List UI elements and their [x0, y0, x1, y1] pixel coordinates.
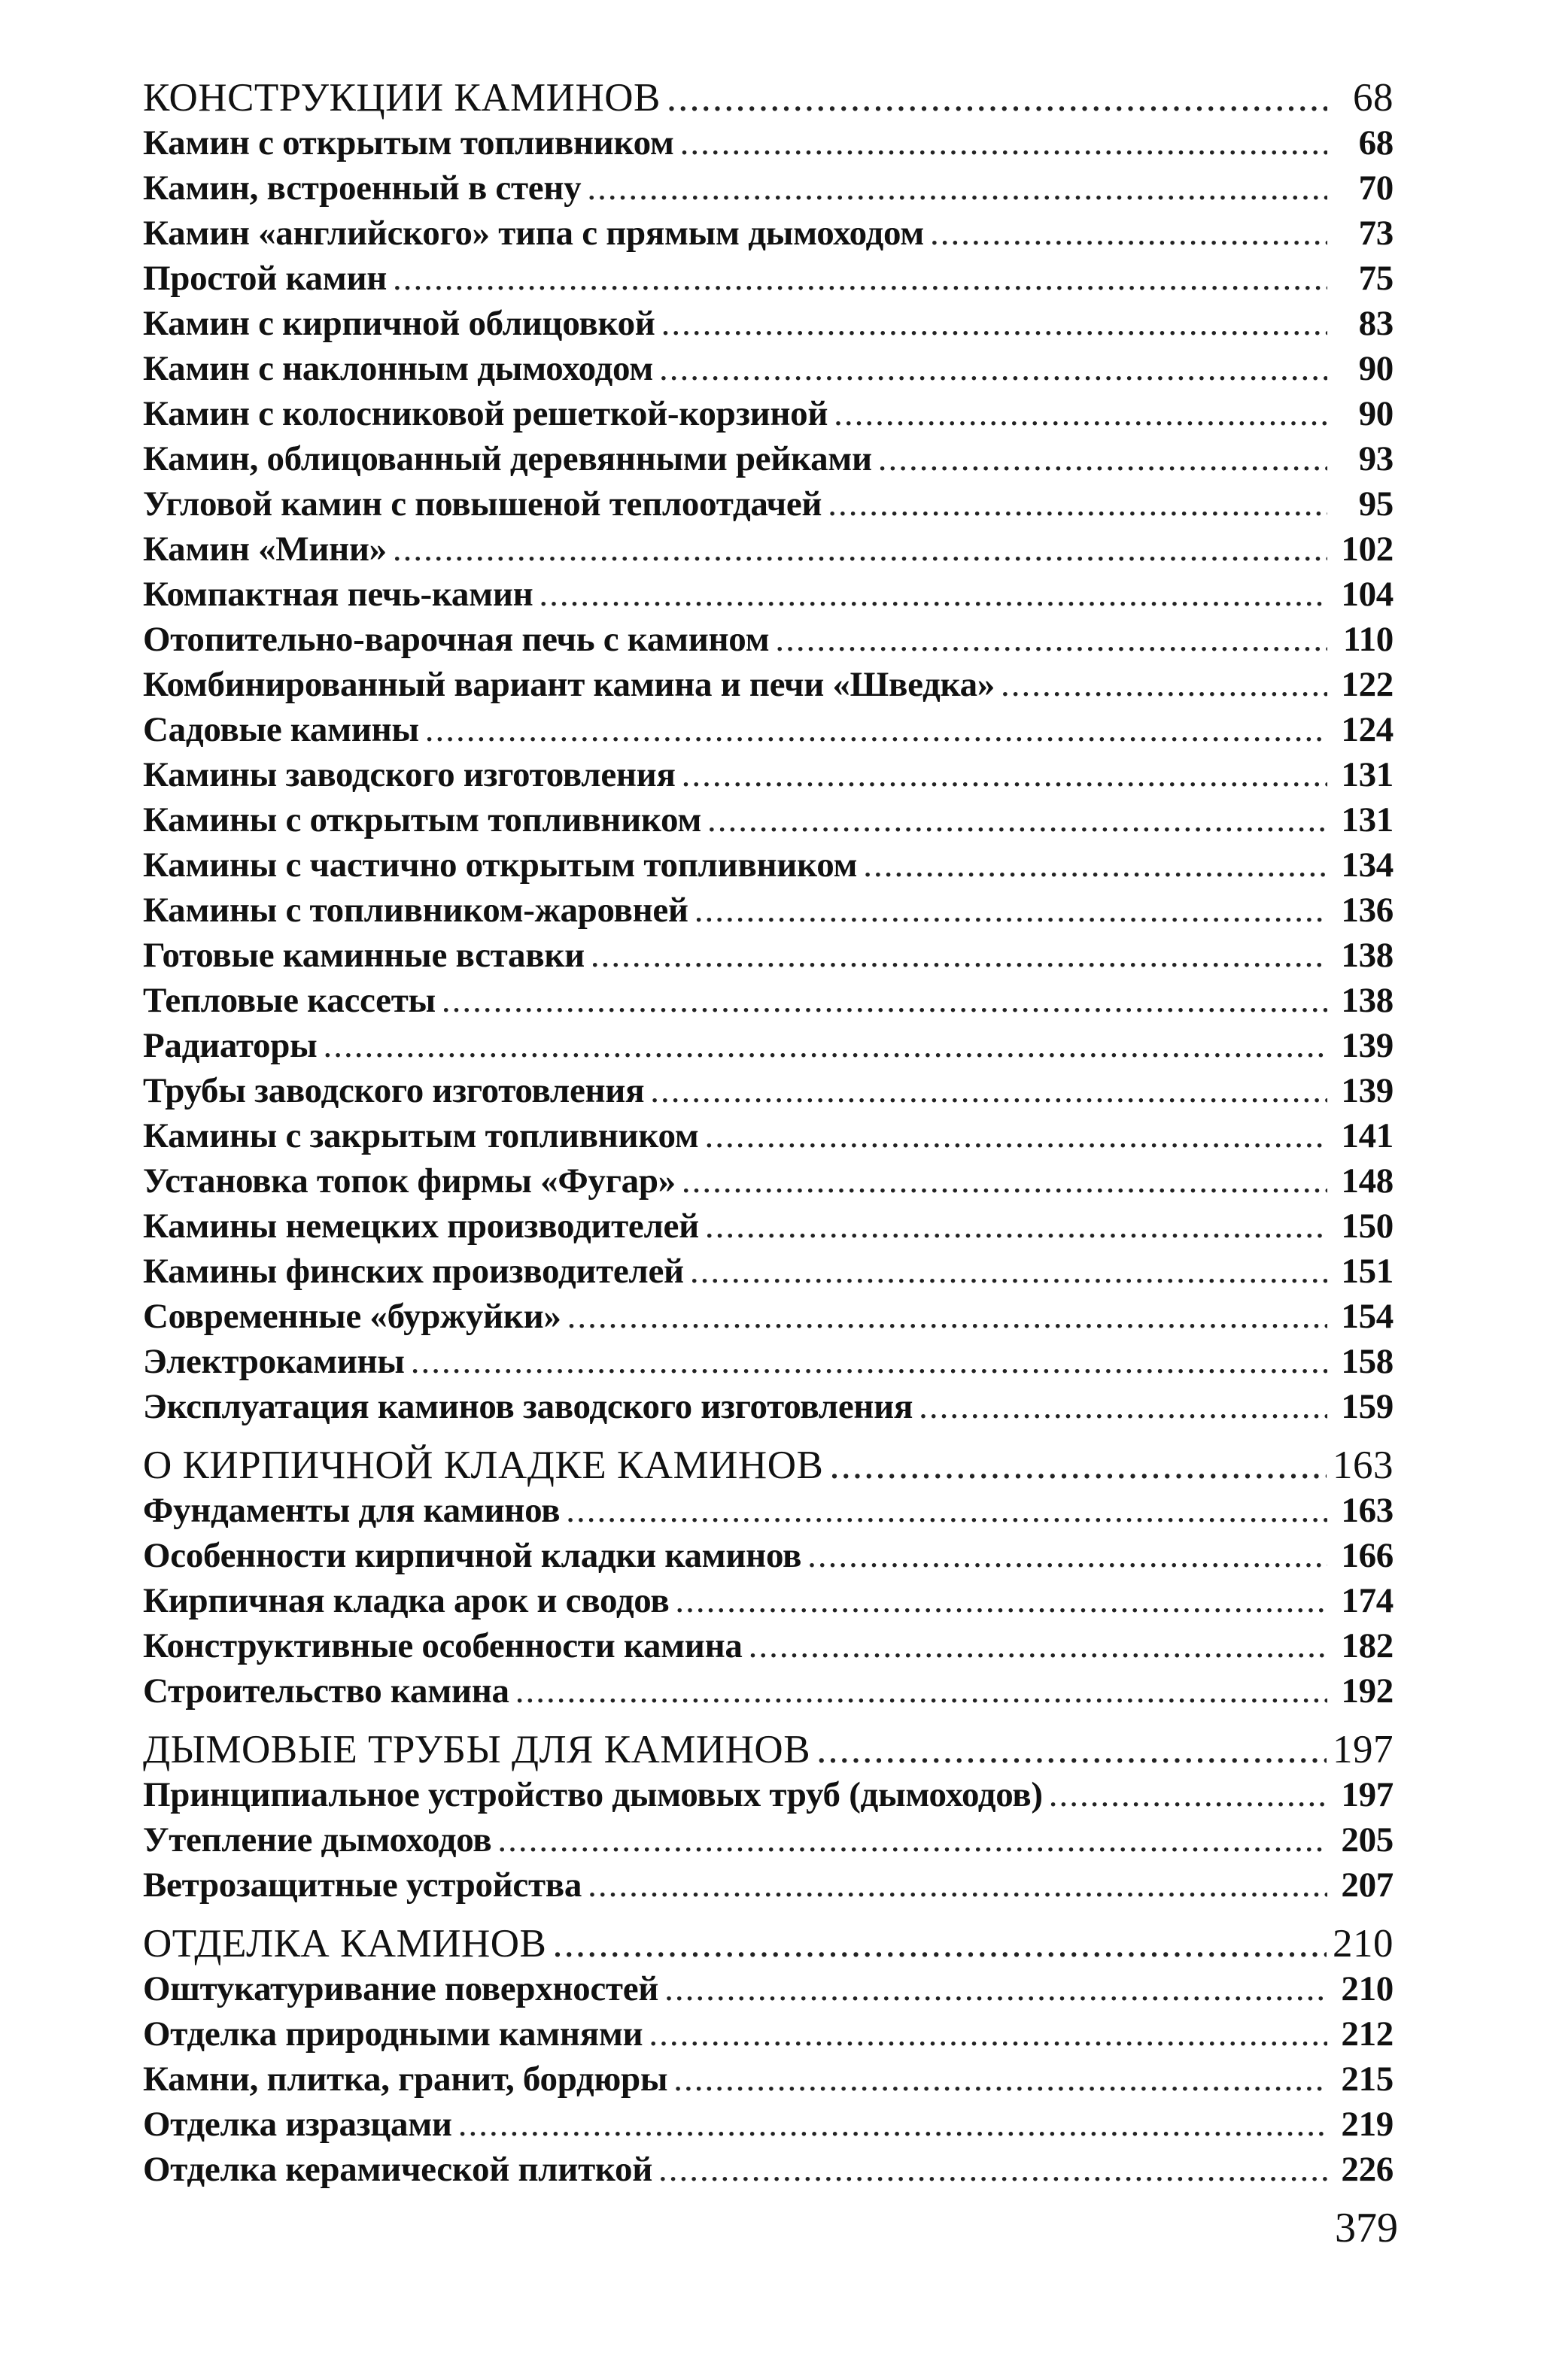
dot-leader — [829, 1443, 1327, 1488]
toc-entry — [143, 391, 1394, 436]
dot-leader — [425, 707, 1327, 752]
toc-entry — [143, 1578, 1394, 1623]
toc-entry-page: 134 — [1341, 845, 1394, 885]
toc-entry-title: Отделка природными камнями — [143, 2014, 643, 2054]
toc-entry-title: Кирпичная кладка арок и сводов — [143, 1581, 670, 1620]
toc-entry-page: 75 — [1358, 259, 1394, 298]
toc-entry — [143, 1249, 1394, 1294]
toc-entry-title: Отделка керамической плиткой — [143, 2150, 653, 2189]
dot-leader — [566, 1488, 1327, 1533]
toc-entry-title: Камин, облицованный деревянными рейками — [143, 439, 872, 478]
toc-entry-title: Камин «английского» типа с прямым дымоходом — [143, 214, 924, 253]
toc-entry-page: 166 — [1341, 1536, 1394, 1575]
toc-entry-page: 68 — [1358, 123, 1394, 162]
toc-entry-title: Камины с топливником-жаровней — [143, 891, 688, 930]
toc-entry-title: Камины с частично открытым топливником — [143, 845, 858, 885]
dot-leader — [587, 165, 1327, 211]
dot-leader — [411, 1339, 1327, 1384]
dot-leader — [673, 2057, 1327, 2102]
toc-entry — [143, 1023, 1394, 1068]
toc-entry-page: 197 — [1341, 1775, 1394, 1814]
toc-entry-page: 174 — [1341, 1581, 1394, 1620]
dot-leader — [919, 1384, 1327, 1429]
dot-leader — [828, 481, 1327, 527]
dot-leader — [682, 752, 1327, 797]
dot-leader — [775, 617, 1327, 662]
toc-entry — [143, 165, 1394, 211]
toc-entry — [143, 1772, 1394, 1817]
dot-leader — [552, 1921, 1327, 1966]
toc-entry-title: Современные «буржуйки» — [143, 1297, 561, 1336]
toc-entry-page: 138 — [1341, 936, 1394, 975]
dot-leader — [664, 1966, 1327, 2011]
dot-leader — [675, 1578, 1327, 1623]
toc-entry-title: Садовые камины — [143, 710, 419, 749]
toc-entry-page: 163 — [1341, 1491, 1394, 1530]
toc-entry-page: 210 — [1333, 1922, 1394, 1966]
toc-entry-page: 93 — [1358, 439, 1394, 478]
toc-entry-page: 131 — [1341, 800, 1394, 839]
toc-entry-page: 192 — [1341, 1671, 1394, 1711]
toc-entry-title: Принципиальное устройство дымовых труб (дымоходов) — [143, 1775, 1043, 1814]
toc-entry — [143, 1068, 1394, 1113]
toc-entry — [143, 888, 1394, 933]
toc-entry-title: ДЫМОВЫЕ ТРУБЫ ДЛЯ КАМИНОВ — [143, 1728, 811, 1771]
toc-entry-title: Камин с открытым топливником — [143, 123, 674, 162]
toc-entry-page: 70 — [1358, 168, 1394, 208]
toc-entry-page: 131 — [1341, 755, 1394, 794]
dot-leader — [707, 797, 1327, 842]
toc-entry-title: Компактная печь-камин — [143, 575, 533, 614]
toc-entry — [143, 256, 1394, 301]
toc-section-heading — [143, 1443, 1394, 1488]
dot-leader — [661, 301, 1327, 346]
toc-entry — [143, 527, 1394, 572]
toc-entry-title: Камин, встроенный в стену — [143, 168, 582, 208]
toc-entry-page: 136 — [1341, 891, 1394, 930]
dot-leader — [539, 572, 1327, 617]
toc-entry-title: Эксплуатация каминов заводского изготовления — [143, 1387, 913, 1426]
toc-entry-page: 212 — [1341, 2014, 1394, 2054]
toc-section-heading — [143, 1727, 1394, 1772]
toc-entry — [143, 2147, 1394, 2192]
toc-entry-title: Строительство камина — [143, 1671, 509, 1711]
toc-entry-title: Угловой камин с повышеной теплоотдачей — [143, 484, 822, 524]
dot-leader — [705, 1204, 1327, 1249]
section-gap — [143, 1714, 1394, 1727]
toc-entry-page: 207 — [1341, 1865, 1394, 1905]
dot-leader — [695, 888, 1327, 933]
toc-entry-page: 122 — [1341, 665, 1394, 704]
toc-entry — [143, 1817, 1394, 1862]
toc-entry-title: Камины с закрытым топливником — [143, 1116, 699, 1155]
toc-entry-page: 210 — [1341, 1969, 1394, 2008]
toc-entry — [143, 1668, 1394, 1714]
dot-leader — [515, 1668, 1327, 1714]
toc-entry-title: Камин с кирпичной облицовкой — [143, 304, 655, 343]
toc-entry-page: 83 — [1358, 304, 1394, 343]
toc-entry-page: 90 — [1358, 394, 1394, 433]
dot-leader — [591, 933, 1327, 978]
toc-entry-title: Радиаторы — [143, 1026, 318, 1065]
toc-entry-title: Камин с колосниковой решеткой-корзиной — [143, 394, 828, 433]
toc-entry — [143, 301, 1394, 346]
toc-entry-title: Камин «Мини» — [143, 530, 387, 569]
toc-entry-title: Электрокамины — [143, 1342, 405, 1381]
toc-entry — [143, 752, 1394, 797]
toc-entry — [143, 617, 1394, 662]
toc-entry-title: Камины заводского изготовления — [143, 755, 676, 794]
toc-entry-page: 158 — [1341, 1342, 1394, 1381]
toc-section-heading — [143, 75, 1394, 120]
dot-leader — [690, 1249, 1327, 1294]
dot-leader — [393, 256, 1327, 301]
toc-entry — [143, 797, 1394, 842]
toc-entry-title: Особенности кирпичной кладки каминов — [143, 1536, 802, 1575]
toc-entry-page: 215 — [1341, 2060, 1394, 2099]
toc-entry — [143, 1204, 1394, 1249]
toc-entry-title: Оштукатуривание поверхностей — [143, 1969, 659, 2008]
toc-entry — [143, 481, 1394, 527]
toc-entry-page: 205 — [1341, 1820, 1394, 1859]
toc-entry-title: Готовые каминные вставки — [143, 936, 585, 975]
toc-entry — [143, 2011, 1394, 2057]
dot-leader — [458, 2102, 1327, 2147]
dot-leader — [650, 1068, 1327, 1113]
toc-entry-title: Простой камин — [143, 259, 387, 298]
toc-entry — [143, 120, 1394, 165]
toc-entry-page: 163 — [1333, 1443, 1394, 1487]
dot-leader — [863, 842, 1327, 888]
toc-entry-page: 148 — [1341, 1161, 1394, 1201]
toc-entry — [143, 1623, 1394, 1668]
toc-entry-title: ОТДЕЛКА КАМИНОВ — [143, 1922, 547, 1966]
dot-leader — [930, 211, 1327, 256]
toc-entry-title: Камины финских производителей — [143, 1252, 684, 1291]
dot-leader — [682, 1158, 1327, 1204]
page-number: 379 — [1335, 2205, 1398, 2251]
toc-entry — [143, 1158, 1394, 1204]
dot-leader — [749, 1623, 1327, 1668]
dot-leader — [1049, 1772, 1327, 1817]
toc-entry — [143, 1113, 1394, 1158]
dot-leader — [659, 346, 1327, 391]
toc-entry-page: 104 — [1341, 575, 1394, 614]
toc-entry-title: Тепловые кассеты — [143, 981, 436, 1020]
dot-leader — [497, 1817, 1327, 1862]
toc-entry-title: Камни, плитка, гранит, бордюры — [143, 2060, 668, 2099]
dot-leader — [658, 2147, 1327, 2192]
toc-entry-title: Камины с открытым топливником — [143, 800, 702, 839]
toc-entry — [143, 1862, 1394, 1908]
toc-entry — [143, 662, 1394, 707]
toc-entry-title: Камины немецких производителей — [143, 1207, 699, 1246]
dot-leader — [649, 2011, 1327, 2057]
toc-entry-title: Утепление дымоходов — [143, 1820, 492, 1859]
toc-entry — [143, 1488, 1394, 1533]
toc-entry-title: КОНСТРУКЦИИ КАМИНОВ — [143, 76, 661, 120]
toc-entry-page: 159 — [1341, 1387, 1394, 1426]
toc-entry-page: 139 — [1341, 1071, 1394, 1110]
toc-entry-title: Конструктивные особенности камина — [143, 1626, 743, 1665]
toc-entry — [143, 2057, 1394, 2102]
dot-leader — [807, 1533, 1327, 1578]
toc-entry-page: 141 — [1341, 1116, 1394, 1155]
toc-entry — [143, 1533, 1394, 1578]
toc-entry-page: 150 — [1341, 1207, 1394, 1246]
dot-leader — [680, 120, 1327, 165]
toc-entry-page: 226 — [1341, 2150, 1394, 2189]
toc-entry-title: Комбинированный вариант камина и печи «Шведка» — [143, 665, 995, 704]
toc-entry — [143, 572, 1394, 617]
toc-entry-page: 151 — [1341, 1252, 1394, 1291]
toc-entry-page: 197 — [1333, 1728, 1394, 1771]
dot-leader — [588, 1862, 1327, 1908]
toc-entry-title: Трубы заводского изготовления — [143, 1071, 645, 1110]
dot-leader — [834, 391, 1327, 436]
toc-entry — [143, 211, 1394, 256]
toc-entry — [143, 1294, 1394, 1339]
toc-section-heading — [143, 1921, 1394, 1966]
dot-leader — [323, 1023, 1327, 1068]
toc-entry — [143, 707, 1394, 752]
dot-leader — [816, 1727, 1327, 1772]
toc-entry-page: 124 — [1341, 710, 1394, 749]
toc-entry-title: Камин с наклонным дымоходом — [143, 349, 653, 388]
section-gap — [143, 1908, 1394, 1921]
toc-entry-page: 138 — [1341, 981, 1394, 1020]
toc-entry-page: 154 — [1341, 1297, 1394, 1336]
dot-leader — [567, 1294, 1327, 1339]
toc-entry-title: Отопительно-варочная печь с камином — [143, 620, 770, 659]
toc-entry — [143, 1966, 1394, 2011]
toc-entry — [143, 436, 1394, 481]
dot-leader — [1001, 662, 1327, 707]
dot-leader — [393, 527, 1327, 572]
dot-leader — [442, 978, 1327, 1023]
toc-entry-title: Ветрозащитные устройства — [143, 1865, 582, 1905]
toc-entry-page: 90 — [1358, 349, 1394, 388]
dot-leader — [704, 1113, 1327, 1158]
toc-entry-page: 182 — [1341, 1626, 1394, 1665]
toc-entry — [143, 346, 1394, 391]
dot-leader — [667, 75, 1327, 120]
table-of-contents — [143, 75, 1394, 2192]
toc-entry-page: 73 — [1358, 214, 1394, 253]
toc-entry-title: О КИРПИЧНОЙ КЛАДКЕ КАМИНОВ — [143, 1443, 824, 1487]
toc-entry-page: 139 — [1341, 1026, 1394, 1065]
toc-entry-page: 95 — [1358, 484, 1394, 524]
toc-entry-title: Фундаменты для каминов — [143, 1491, 561, 1530]
section-gap — [143, 1429, 1394, 1443]
toc-entry-page: 102 — [1341, 530, 1394, 569]
toc-entry-title: Отделка изразцами — [143, 2105, 452, 2144]
toc-entry — [143, 1339, 1394, 1384]
toc-entry-page: 219 — [1341, 2105, 1394, 2144]
toc-entry — [143, 978, 1394, 1023]
toc-entry-page: 68 — [1353, 76, 1394, 120]
toc-entry — [143, 2102, 1394, 2147]
toc-entry-page: 110 — [1342, 620, 1394, 659]
toc-entry-title: Установка топок фирмы «Фугар» — [143, 1161, 676, 1201]
toc-entry — [143, 1384, 1394, 1429]
toc-entry — [143, 933, 1394, 978]
dot-leader — [878, 436, 1327, 481]
toc-entry — [143, 842, 1394, 888]
